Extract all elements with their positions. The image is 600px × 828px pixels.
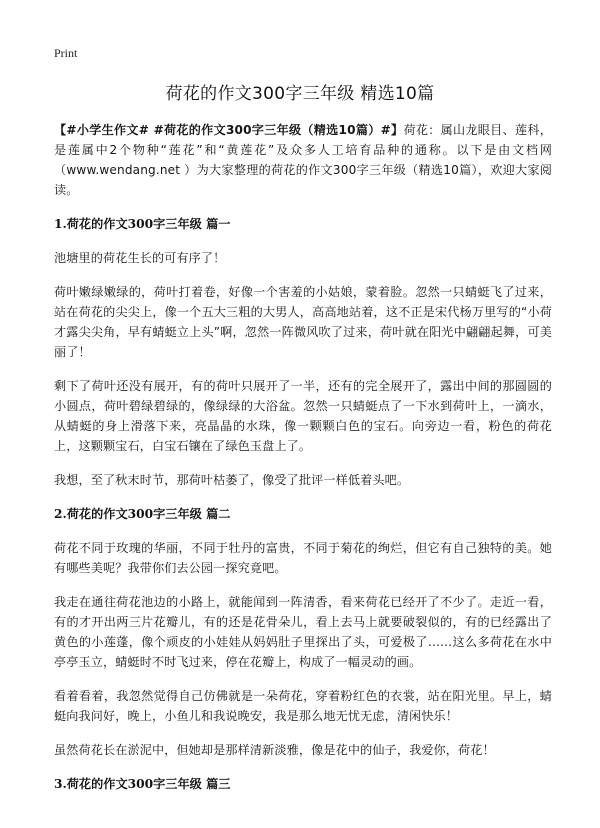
intro-tag: 【#小学生作文# #荷花的作文300字三年级（精选10篇）#】: [54, 123, 404, 137]
section-2-paragraph-3: 看着看着，我忽然觉得自己仿佛就是一朵荷花，穿着粉红色的衣裳，站在阳光里。早上，蜻蜓向我问好，晚上，小鱼儿和我说晚安，我是那么地无忧无虑，清闲快乐！: [54, 689, 552, 723]
section-heading-1: 1.荷花的作文300字三年级 篇一: [54, 217, 231, 231]
print-label[interactable]: Print: [54, 46, 78, 60]
intro-text: 荷花：属山龙眼目、莲科，是莲属中2个物种“莲花”和“黄莲花”及众多人工培育品种的通称。以下是由文档网（www.wendang.net ）为大家整理的荷花的作文300字三年级（精选10篇），欢迎大家阅读。: [54, 123, 552, 197]
section-2-paragraph-4: 虽然荷花长在淤泥中，但她却是那样清新淡雅，像是花中的仙子，我爱你，荷花！: [54, 743, 495, 757]
section-2-paragraph-2: 我走在通往荷花池边的小路上，就能闻到一阵清香，看来荷花已经开了不少了。走近一看，有的才开出两三片花瓣儿，有的还是花骨朵儿，看上去马上就要破裂似的，有的已经露出了黄色的小莲蓬，像个顽皮的小娃娃从妈妈肚子里探出了头，可爱极了……这么多荷花在水中亭亭玉立，蜻蜓时不时飞过来，停在花瓣上，构成了一幅灵动的画。: [54, 595, 552, 669]
section-1-paragraph-4: 我想，至了秋末时节，那荷叶枯萎了，像受了批评一样低着头吧。: [54, 473, 410, 487]
section-1-paragraph-3: 剩下了荷叶还没有展开，有的荷叶只展开了一半，还有的完全展开了，露出中间的那圆圆的小圆点，荷叶碧绿碧绿的，像绿绿的大浴盆。忽然一只蜻蜓点了一下水到荷叶上，一滴水，从蜻蜓的身上滑落下来，亮晶晶的水珠，像一颗颗白色的宝石。向旁边一看，粉色的荷花上，这颗颗宝石，白宝石镶在了绿色玉盘上了。: [54, 379, 552, 453]
page-title: 荷花的作文300字三年级 精选10篇: [165, 84, 435, 104]
section-heading-2: 2.荷花的作文300字三年级 篇二: [54, 507, 231, 521]
intro-paragraph: [54, 120, 552, 200]
article-body: [54, 120, 552, 808]
section-1-paragraph-2: 荷叶嫩绿嫩绿的，荷叶打着卷，好像一个害羞的小姑娘，蒙着脸。忽然一只蜻蜓飞了过来，站在荷花的尖尖上，像一个五大三粗的大男人，高高地站着，这不正是宋代杨万里写的“小荷才露尖尖角，早有蜻蜓立上头”啊，忽然一阵微风吹了过来，荷叶就在阳光中翩翩起舞，可美丽了！: [54, 285, 552, 359]
section-1-paragraph-1: 池塘里的荷花生长的可有序了！: [54, 251, 226, 265]
section-2-paragraph-1: 荷花不同于玫瑰的华丽，不同于牡丹的富贵，不同于菊花的绚烂，但它有自己独特的美。她有哪些美呢？我带你们去公园一探究竟吧。: [54, 541, 552, 575]
section-heading-3: 3.荷花的作文300字三年级 篇三: [54, 777, 231, 791]
